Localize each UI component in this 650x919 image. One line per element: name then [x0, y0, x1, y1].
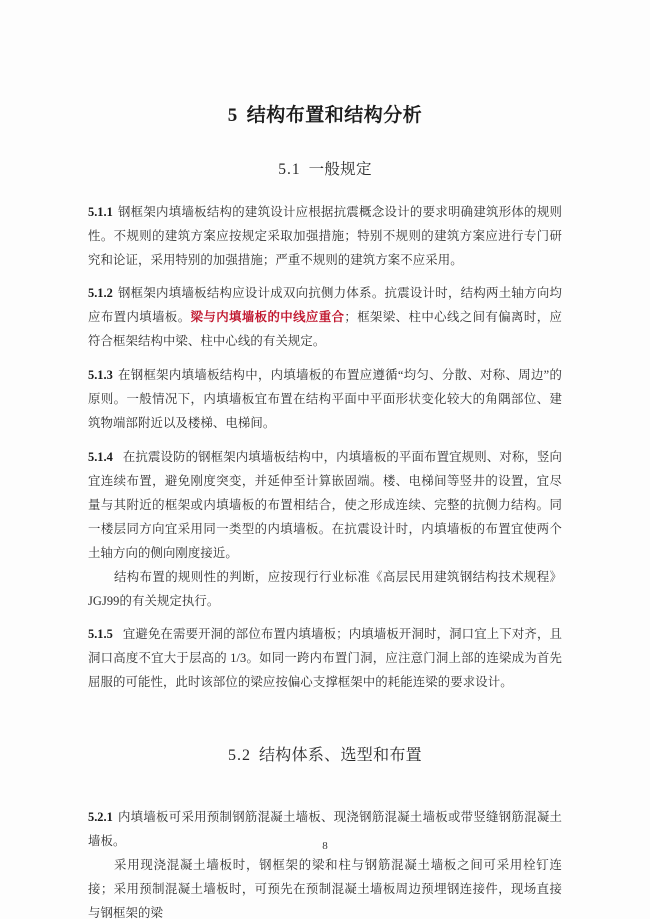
section-heading-5-1 — [88, 127, 562, 179]
paragraph-5-1-4-continuation — [88, 565, 562, 613]
paragraph-5-1-1 — [88, 200, 562, 272]
page-content — [88, 0, 562, 919]
paragraph-text-5-1-3: 在钢框架内填墙板结构中，内填墙板的布置应遵循“均匀、分散、对称、周边”的原则。一般情况下，内填墙板宜布置在结构平面中平面形状变化较大的角隅部位、建筑物端部附近以及楼梯、电梯间。 — [88, 368, 562, 430]
paragraph-label-5-1-3: 5.1.3 — [88, 368, 113, 382]
paragraph-text-5-2-1-cont: 采用现浇混凝土墙板时，钢框架的梁和柱与钢筋混凝土墙板之间可采用栓钉连接；采用预制混凝土墙板时，可预先在预制混凝土墙板周边预埋钢连接件，现场直接与钢框架的梁 — [88, 858, 562, 919]
paragraph-text-5-1-4: 在抗震设防的钢框架内填墙板结构中，内填墙板的平面布置宜规则、对称，竖向宜连续布置，避免刚度突变，并延伸至计算嵌固端。楼、电梯间等竖井的设置，宜尽量与其附近的框架或内填墙板的布置相结合，使之形成连续、完整的抗侧力结构。同一楼层同方向宜采用同一类型的内填墙板。在抗震设计时，内填墙板的布置宜使两个土轴方向的侧向刚度接近。 — [88, 450, 562, 560]
highlighted-clause: 梁与内填墙板的中线应重合 — [190, 310, 345, 324]
paragraph-5-1-5 — [88, 622, 562, 694]
section-heading-5-2 — [88, 742, 562, 765]
paragraph-text-5-2-1: 内填墙板可采用预制钢筋混凝土墙板、现浇钢筋混凝土墙板或带竖缝钢筋混凝土墙板。 — [88, 810, 562, 848]
chapter-title: 结构布置和结构分析 — [246, 105, 423, 126]
page-number: 8 — [322, 840, 328, 852]
paragraph-label-5-1-4: 5.1.4 — [88, 450, 113, 464]
paragraph-label-5-2-1: 5.2.1 — [88, 810, 113, 824]
paragraph-5-1-3 — [88, 363, 562, 435]
chapter-number: 5 — [227, 105, 238, 126]
paragraph-5-2-1-continuation — [88, 853, 562, 919]
paragraph-text-5-1-2-before: 钢框架内填墙板结构应设计成双向抗侧力体系。抗震设计时，结构两土轴方向均应布置内填墙板。 — [88, 286, 562, 324]
paragraph-label-5-1-2: 5.1.2 — [88, 286, 113, 300]
paragraph-text-5-1-4-cont: 结构布置的规则性的判断，应按现行行业标准《高层民用建筑钢结构技术规程》JGJ99的有关规定执行。 — [88, 570, 562, 608]
paragraph-text-5-1-2-after: ；框架梁、柱中心线之间有偏离时，应符合框架结构中梁、柱中心线的有关规定。 — [88, 310, 563, 348]
section-title-5-1: 一般规定 — [308, 161, 372, 178]
section-number-5-1: 5.1 — [278, 161, 301, 178]
section-title-5-2: 结构体系、选型和布置 — [258, 747, 422, 764]
paragraph-text-5-1-1: 钢框架内填墙板结构的建筑设计应根据抗震概念设计的要求明确建筑形体的规则性。不规则的建筑方案应按规定采取加强措施；特别不规则的建筑方案应进行专门研究和论证，采用特别的加强措施；严重不规则的建筑方案不应采用。 — [88, 205, 562, 267]
paragraph-label-5-1-5: 5.1.5 — [88, 627, 113, 641]
paragraph-5-1-4 — [88, 445, 562, 565]
section-number-5-2: 5.2 — [227, 747, 251, 764]
paragraph-label-5-1-1: 5.1.1 — [88, 205, 113, 219]
paragraph-text-5-1-5: 宜避免在需要开洞的部位布置内填墙板；内填墙板开洞时，洞口宜上下对齐，且洞口高度不宜大于层高的 1/3。如同一跨内布置门洞，应注意门洞上部的连梁成为首先屈服的可能性，此时该部位的梁应按偏心支撑框架中的耗能连梁的要求设计。 — [88, 627, 562, 689]
paragraph-5-1-2 — [88, 281, 562, 353]
page-title — [88, 0, 562, 127]
